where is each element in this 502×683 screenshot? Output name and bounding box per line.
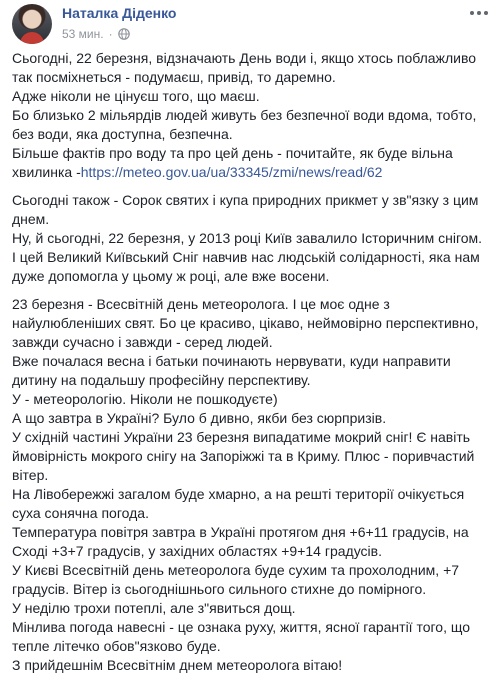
paragraph-text: У Києві Всесвітній день метеоролога буде сухим та прохолодним, +7 градусів. Вітер із сьогоднішнього сильного стихне до помірного. (12, 562, 460, 597)
post-paragraph (12, 106, 490, 144)
paragraph-text: У неділю трохи потеплі, але з"явиться дощ. (12, 600, 296, 616)
paragraph-text: Температура повітря завтра в Україні протягом дня +6+11 градусів, на Сході +3+7 градусів, у західних областях +9+14 градусів. (12, 524, 469, 559)
avatar-figure (20, 32, 44, 44)
post-paragraph (12, 618, 490, 656)
meteo-link[interactable]: https://meteo.gov.ua/ua/33345/zmi/news/read/62 (80, 164, 383, 180)
post-paragraph (12, 49, 490, 87)
post-paragraph (12, 428, 490, 485)
author-avatar[interactable] (12, 4, 52, 44)
paragraph-text: Сьогодні також - Сорок святих і купа природних прикмет у зв"язку з цим днем. (12, 192, 479, 227)
paragraph-text: Адже ніколи не цінуєш того, що маєш. (12, 88, 260, 104)
paragraph-text: Ну, й сьогодні, 22 березня, у 2013 році Київ завалило Історичним снігом. (12, 230, 483, 246)
more-options-icon[interactable] (468, 6, 490, 20)
paragraph-text: А що завтра в Україні? Було б дивно, якби без сюрпризів. (12, 410, 387, 426)
post-paragraph (12, 409, 490, 428)
post-paragraph (12, 599, 490, 618)
post-paragraph (12, 523, 490, 561)
post-paragraph (12, 485, 490, 523)
post-paragraph (12, 352, 490, 390)
meta-separator: · (108, 27, 113, 41)
paragraph-text: На Лівобережжі загалом буде хмарно, а на решті території очікується суха сонячна погода. (12, 486, 465, 521)
paragraph-text: Сьогодні, 22 березня, відзначають День води і, якщо хтось поблажливо так посміхнеться - подумаєш, привід, то даремно. (12, 50, 477, 85)
paragraph-text: Бо близько 2 мільярдів людей живуть без безпечної води вдома, тобто, без води, яка доступна, безпечна. (12, 107, 477, 142)
post-paragraph (12, 144, 490, 182)
post-paragraph (12, 229, 490, 248)
post-meta (62, 27, 130, 41)
paragraph-text: Вже почалася весна і батьки починають нервувати, куди направити дитину на подальшу професійну перспективу. (12, 353, 451, 388)
post-paragraph (12, 191, 490, 229)
post-paragraph (12, 295, 490, 352)
post-timestamp[interactable]: 53 мин. (62, 27, 104, 41)
paragraph-text: У - метеорологію. Ніколи не пошкодуєте) (12, 391, 278, 407)
post-paragraph (12, 248, 490, 286)
post-paragraph (12, 390, 490, 409)
paragraph-text: Мінлива погода навесні - це ознака руху, життя, ясної гарантії того, що тепле літечко обов"язково буде. (12, 619, 471, 654)
paragraph-text: З прийдешнім Всесвітнім днем метеоролога вітаю! (12, 657, 343, 673)
post-header (12, 0, 490, 48)
post-paragraph (12, 87, 490, 106)
post-paragraph (12, 561, 490, 599)
paragraph-text: У східній частині України 23 березня випадатиме мокрий сніг! Є навіть ймовірність мокрого снігу на Запоріжжі та в Криму. Плюс - поривчастий вітер. (12, 429, 475, 483)
post-paragraph (12, 656, 490, 675)
paragraph-text: І цей Великий Київський Сніг навчив нас людській солідарності, яка нам дуже допомогла у цьому ж році, але вже восени. (12, 249, 480, 284)
globe-icon[interactable] (118, 28, 130, 40)
post-text (12, 49, 490, 675)
paragraph-text: Більше фактів про воду та про цей день - почитайте, як буде вільна хвилинка - (12, 145, 453, 180)
author-name[interactable]: Наталка Діденко (62, 5, 177, 21)
paragraph-text: 23 березня - Всесвітній день метеоролога. І це моє одне з найулюбленіших свят. Бо це красиво, цікаво, неймовірно перспективно, завжди сучасно і завжди - серед людей. (12, 296, 479, 350)
